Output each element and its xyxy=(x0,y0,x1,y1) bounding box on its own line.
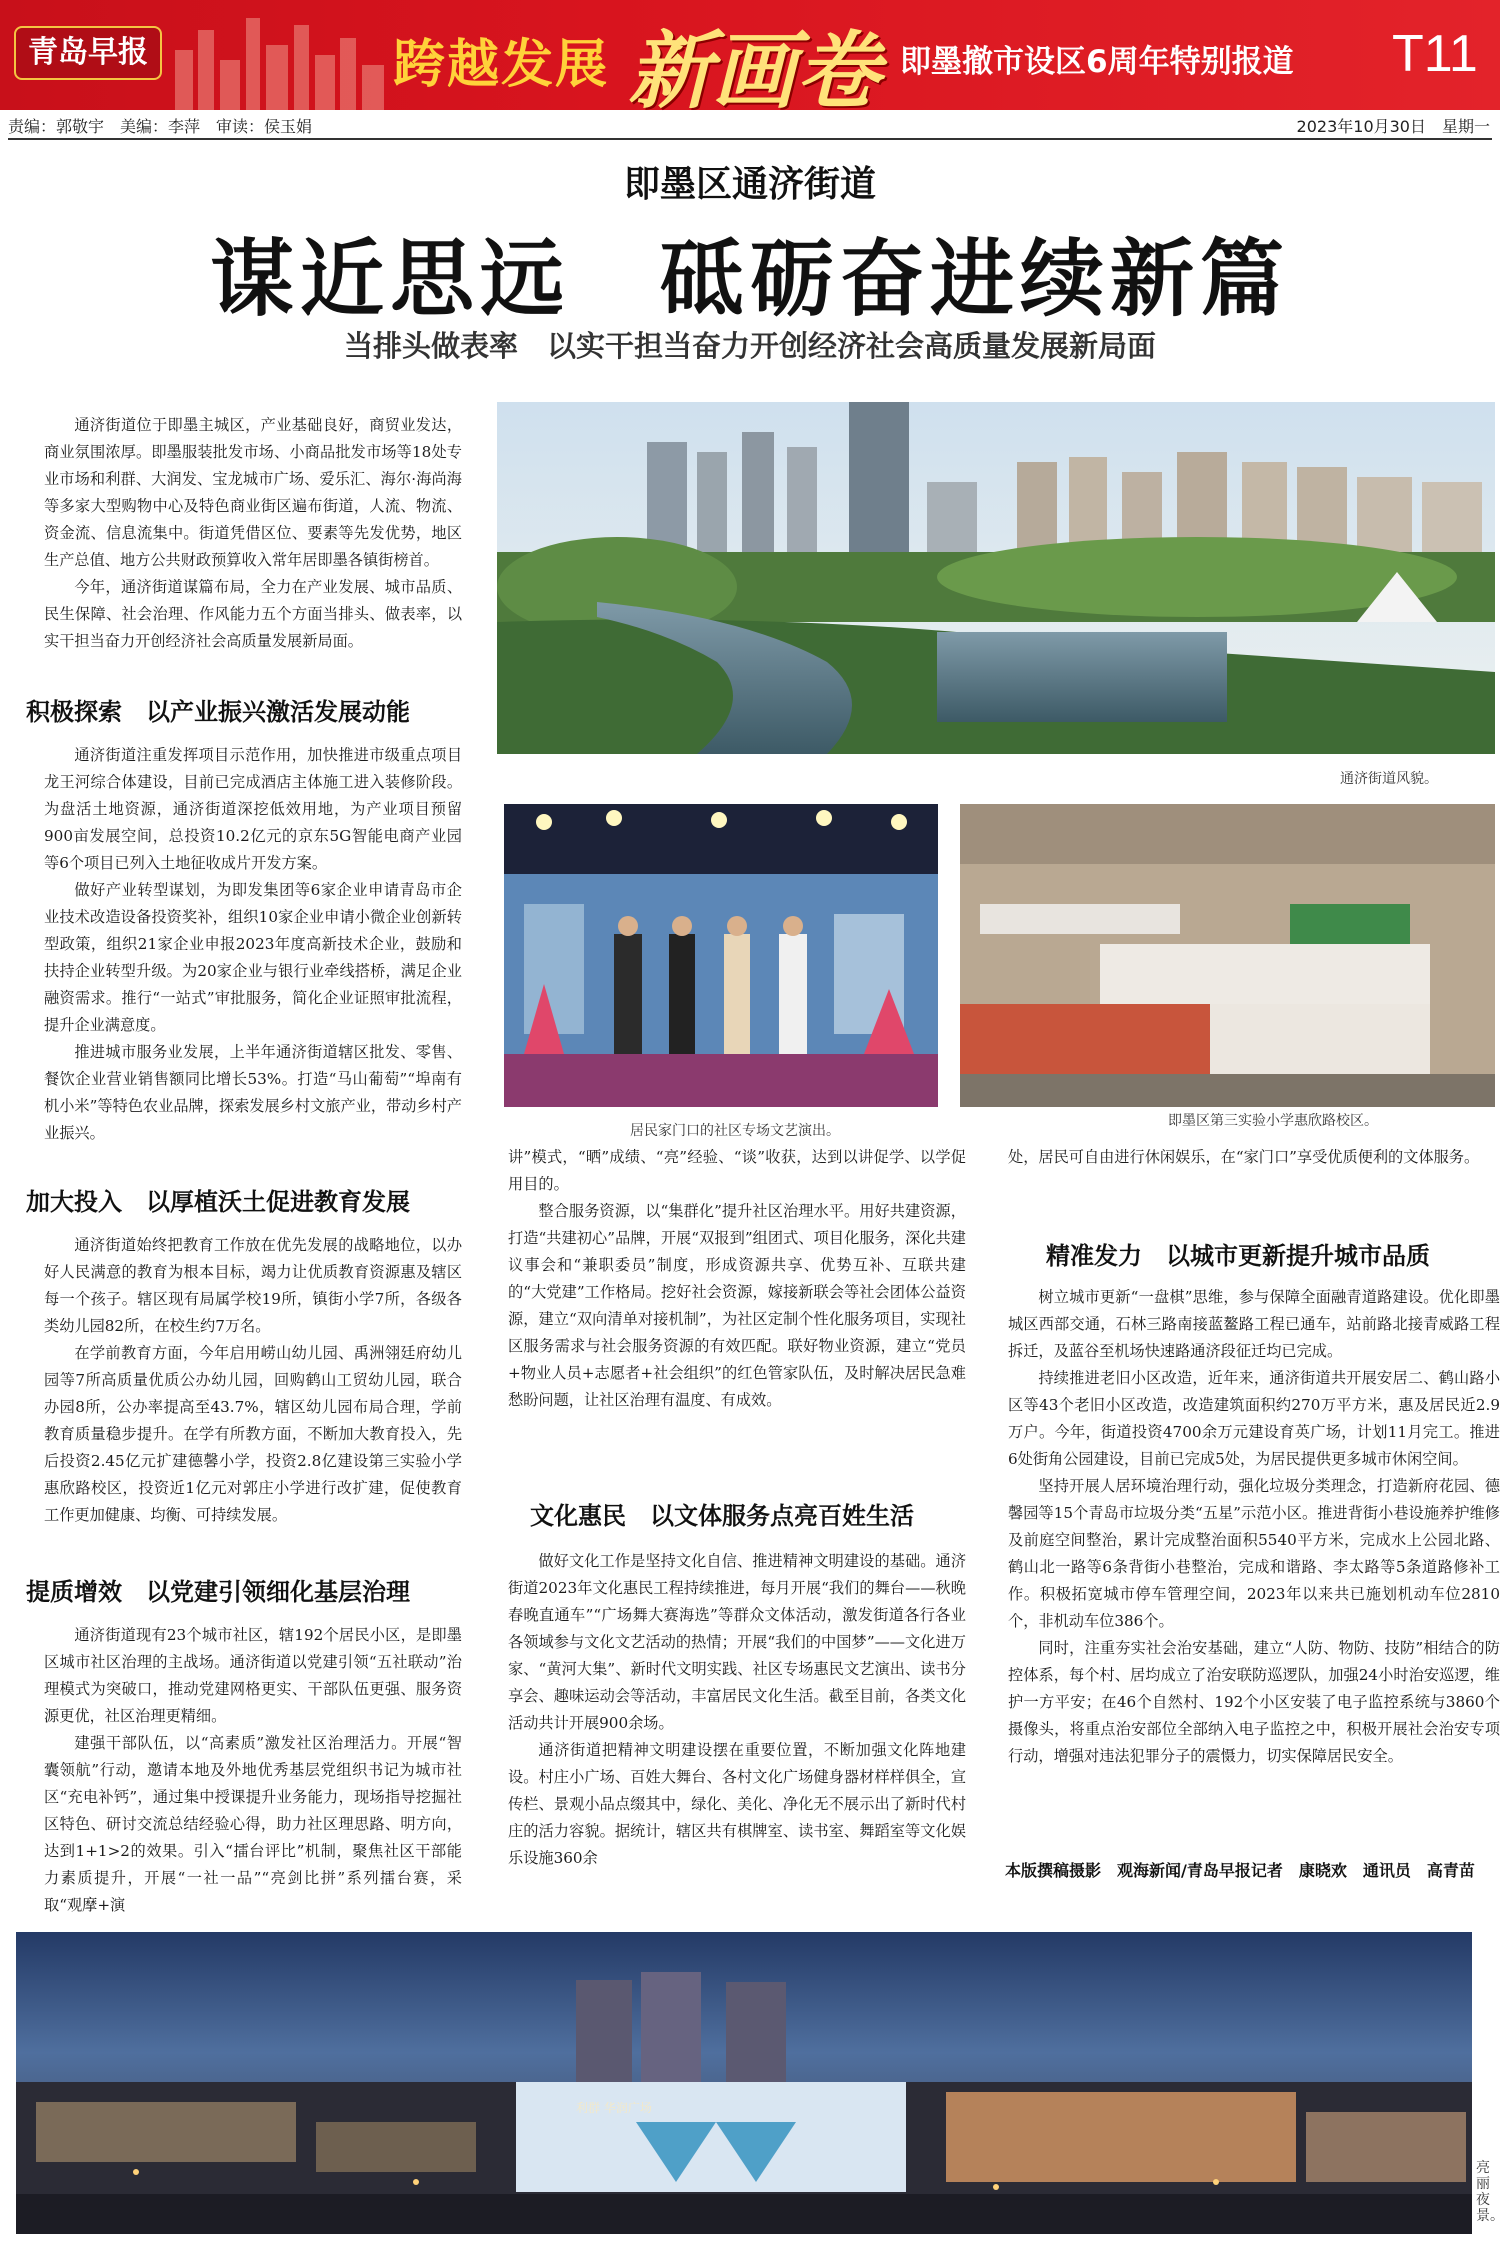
governance-text-continued xyxy=(508,1144,966,1490)
photo-caption: 通济街道风貌。 xyxy=(1340,771,1438,787)
section-heading-education: 加大投入 以厚植沃土促进教育发展 xyxy=(26,1188,410,1216)
masthead-calligraphy: 新画卷 xyxy=(628,21,881,120)
intro-text xyxy=(44,412,462,678)
paragraph: 坚持开展人居环境治理行动，强化垃圾分类理念，打造新府花园、德馨园等15个青岛市垃圾分类“五星”示范小区。推进背街小巷设施养护维修及前庭空间整治，累计完成整治面积5540平方米，完成水上公园北路、鹤山北一路等6条背街小巷整治，完成和谐路、李太路等5条道路修补工作。积极拓宽城市停车管理空间，2023年以来共已施划机动车位2810个，非机动车位386个。 xyxy=(1008,1477,1500,1630)
mall-sign: 利群 华润广场 xyxy=(576,2101,652,2115)
paragraph: 整合服务资源，以“集群化”提升社区治理水平。用好共建资源，打造“共建初心”品牌，开展“双报到”组团式、项目化服务，深化共建议事会和“兼职委员”制度，形成资源共享、优势互补、互联共建的“大党建”工作格局。挖好社会资源，嫁接新联会等社会团体公益资源，建立“双向清单对接机制”，为社区定制个性化服务项目，实现社区服务需求与社会服务资源的有效匹配。联好物业资源，建立“党员+物业人员+志愿者+社会组织”的红色管家队伍，及时解决居民急难愁盼问题，让社区治理有温度、有成效。 xyxy=(508,1202,966,1409)
governance-text xyxy=(44,1622,462,1920)
paragraph: 通济街道把精神文明建设摆在重要位置，不断加强文化阵地建设。村庄小广场、百姓大舞台、各村文化广场健身器材样样俱全，宣传栏、景观小品点缀其中，绿化、美化、净化无不展示出了新时代村庄的活力容貌。据统计，辖区共有棋牌室、读书室、舞蹈室等文化娱乐设施360余 xyxy=(508,1741,966,1867)
scenery-photo xyxy=(497,402,1495,754)
paragraph: 通济街道注重发挥项目示范作用，加快推进市级重点项目龙王河综合体建设，目前已完成酒店主体施工进入装修阶段。为盘活土地资源，通济街道深挖低效用地，为产业项目预留900亩发展空间，总投资10.2亿元的京东5G智能电商产业园等6个项目已列入土地征收成片开发方案。 xyxy=(44,746,462,872)
culture-text xyxy=(508,1548,966,1922)
paragraph: 讲”模式，“晒”成绩、“亮”经验、“谈”收获，达到以讲促学、以学促用目的。 xyxy=(508,1148,966,1193)
paragraph: 通济街道位于即墨主城区，产业基础良好，商贸业发达，商业氛围浓厚。即墨服装批发市场、小商品批发市场等18处专业市场和利群、大润发、宝龙城市广场、爱乐汇、海尔·海尚海等多家大型购物中心及特色商业街区遍布街道，人流、物流、资金流、信息流集中。街道凭借区位、要素等先发优势，地区生产总值、地方公共财政预算收入常年居即墨各镇街榜首。 xyxy=(44,416,462,569)
headline: 谋近思远 砥砺奋进续新篇 xyxy=(209,230,1290,328)
kicker: 即墨区通济街道 xyxy=(623,163,876,205)
paragraph: 通济街道现有23个城市社区，辖192个居民小区，是即墨区城市社区治理的主战场。通济街道以党建引领“五社联动”治理模式为突破口，推动党建网格更实、干部队伍更强、服务资源更优，社区治理更精细。 xyxy=(44,1626,462,1725)
performance-photo xyxy=(504,804,938,1107)
section-heading-industry: 积极探索 以产业振兴激活发展动能 xyxy=(26,698,410,726)
newspaper-logo: 青岛早报 xyxy=(14,26,162,80)
industry-text xyxy=(44,742,462,1160)
skyline-decoration xyxy=(170,10,390,110)
photo-caption: 居民家门口的社区专场文艺演出。 xyxy=(630,1123,840,1139)
section-heading-governance: 提质增效 以党建引领细化基层治理 xyxy=(26,1578,410,1606)
section-heading-urban: 精准发力 以城市更新提升城市品质 xyxy=(1046,1242,1430,1270)
deck: 当排头做表率 以实干担当奋力开创经济社会高质量发展新局面 xyxy=(343,329,1156,363)
paragraph: 通济街道始终把教育工作放在优先发展的战略地位，以办好人民满意的教育为根本目标，竭力让优质教育资源惠及辖区每一个孩子。辖区现有局属学校19所，镇街小学7所，各级各类幼儿园82所，在校生约7万名。 xyxy=(44,1236,462,1335)
page-number: T11 xyxy=(1392,25,1478,83)
masthead-title: 跨越发展 xyxy=(393,35,610,95)
photo-caption: 亮丽夜景。 xyxy=(1476,2160,1504,2224)
night-view-photo xyxy=(16,1932,1472,2234)
masthead-banner xyxy=(0,0,1500,120)
photo-caption: 即墨区第三实验小学惠欣路校区。 xyxy=(1168,1113,1378,1129)
paragraph: 处，居民可自由进行休闲娱乐，在“家门口”享受优质便利的文体服务。 xyxy=(1008,1148,1480,1166)
paragraph: 持续推进老旧小区改造，近年来，通济街道共开展安居二、鹤山路小区等43个老旧小区改造，改造建筑面积约270万平方米，惠及居民近2.9万户。今年，街道投资4700余万元建设育英广场，计划11月完工。推进6处街角公园建设，目前已完成5处，为居民提供更多城市休闲空间。 xyxy=(1008,1369,1500,1468)
paragraph: 推进城市服务业发展，上半年通济街道辖区批发、零售、餐饮企业营业销售额同比增长53%。打造“马山葡萄”“埠南有机小米”等特色农业品牌，探索发展乡村文旅产业，带动乡村产业振兴。 xyxy=(44,1043,462,1142)
paragraph: 做好文化工作是坚持文化自信、推进精神文明建设的基础。通济街道2023年文化惠民工程持续推进，每月开展“我们的舞台——秋晚春晚直通车”“广场舞大赛海选”等群众文体活动，激发街道各行各业各领域参与文化文艺活动的热情；开展“我们的中国梦”——文化进万家、“黄河大集”、新时代文明实践、社区专场惠民文艺演出、读书分享会、趣味运动会等活动，丰富居民文化生活。截至目前，各类文化活动共计开展900余场。 xyxy=(508,1552,966,1732)
paragraph: 在学前教育方面，今年启用崂山幼儿园、禹洲翎廷府幼儿园等7所高质量优质公办幼儿园，回购鹤山工贸幼儿园，联合办园8所，公办率提高至43.7%，辖区幼儿园布局合理，学前教育质量稳步提升。在学有所教方面，不断加大教育投入，先后投资2.45亿元扩建德馨小学，投资2.8亿建设第三实验小学惠欣路校区，投资近1亿元对郭庄小学进行改扩建，促使教育工作更加健康、均衡、可持续发展。 xyxy=(44,1344,462,1524)
editor-credits: 责编：郭敬宇 美编：李萍 审读：侯玉娟 xyxy=(8,117,313,136)
paragraph: 今年，通济街道谋篇布局，全力在产业发展、城市品质、民生保障、社会治理、作风能力五个方面当排头、做表率，以实干担当奋力开创经济社会高质量发展新局面。 xyxy=(44,578,462,650)
masthead-subtitle: 即墨撤市设区6周年特别报道 xyxy=(900,44,1294,80)
paragraph: 建强干部队伍，以“高素质”激发社区治理活力。开展“智囊领航”行动，邀请本地及外地优秀基层党组织书记为城市社区“充电补钙”，通过集中授课提升业务能力，现场指导挖掘社区特色、研讨交流总结经验心得，助力社区理思路、明方向，达到1+1>2的效果。引入“擂台评比”机制，聚焦社区干部能力素质提升，开展“一社一品”“亮剑比拼”系列擂台赛，采取“观摩+演 xyxy=(44,1734,462,1914)
section-heading-culture: 文化惠民 以文体服务点亮百姓生活 xyxy=(530,1502,914,1530)
header-rule xyxy=(8,138,1492,140)
byline: 本版撰稿摄影 观海新闻/青岛早报记者 康晓欢 通讯员 高青苗 xyxy=(1005,1861,1475,1880)
paragraph: 做好产业转型谋划，为即发集团等6家企业申请青岛市企业技术改造设备投资奖补，组织10家企业申请小微企业创新转型政策，组织21家企业申报2023年度高新技术企业，鼓励和扶持企业转型升级。为20家企业与银行业牵线搭桥，满足企业融资需求。推行“一站式”审批服务，简化企业证照审批流程，提升企业满意度。 xyxy=(44,881,462,1034)
paragraph: 同时，注重夯实社会治安基础，建立“人防、物防、技防”相结合的防控体系，每个村、居均成立了治安联防巡逻队，加强24小时治安巡逻，维护一方平安；在46个自然村、192个小区安装了电子监控系统与3860个摄像头，将重点治安部位全部纳入电子监控之中，积极开展社会治安专项行动，增强对违法犯罪分子的震慑力，切实保障居民安全。 xyxy=(1008,1639,1500,1765)
education-text xyxy=(44,1232,462,1550)
urban-text xyxy=(1008,1284,1500,1858)
dateline: 2023年10月30日 星期一 xyxy=(1296,117,1490,136)
school-photo xyxy=(960,804,1495,1107)
paragraph: 树立城市更新“一盘棋”思维，参与保障全面融青道路建设。优化即墨城区西部交通，石林三路南接蓝鳌路工程已通车，站前路北接青威路工程拆迁，及蓝谷至机场快速路通济段征迁均已完成。 xyxy=(1008,1288,1500,1360)
culture-text-continued xyxy=(1008,1144,1500,1200)
